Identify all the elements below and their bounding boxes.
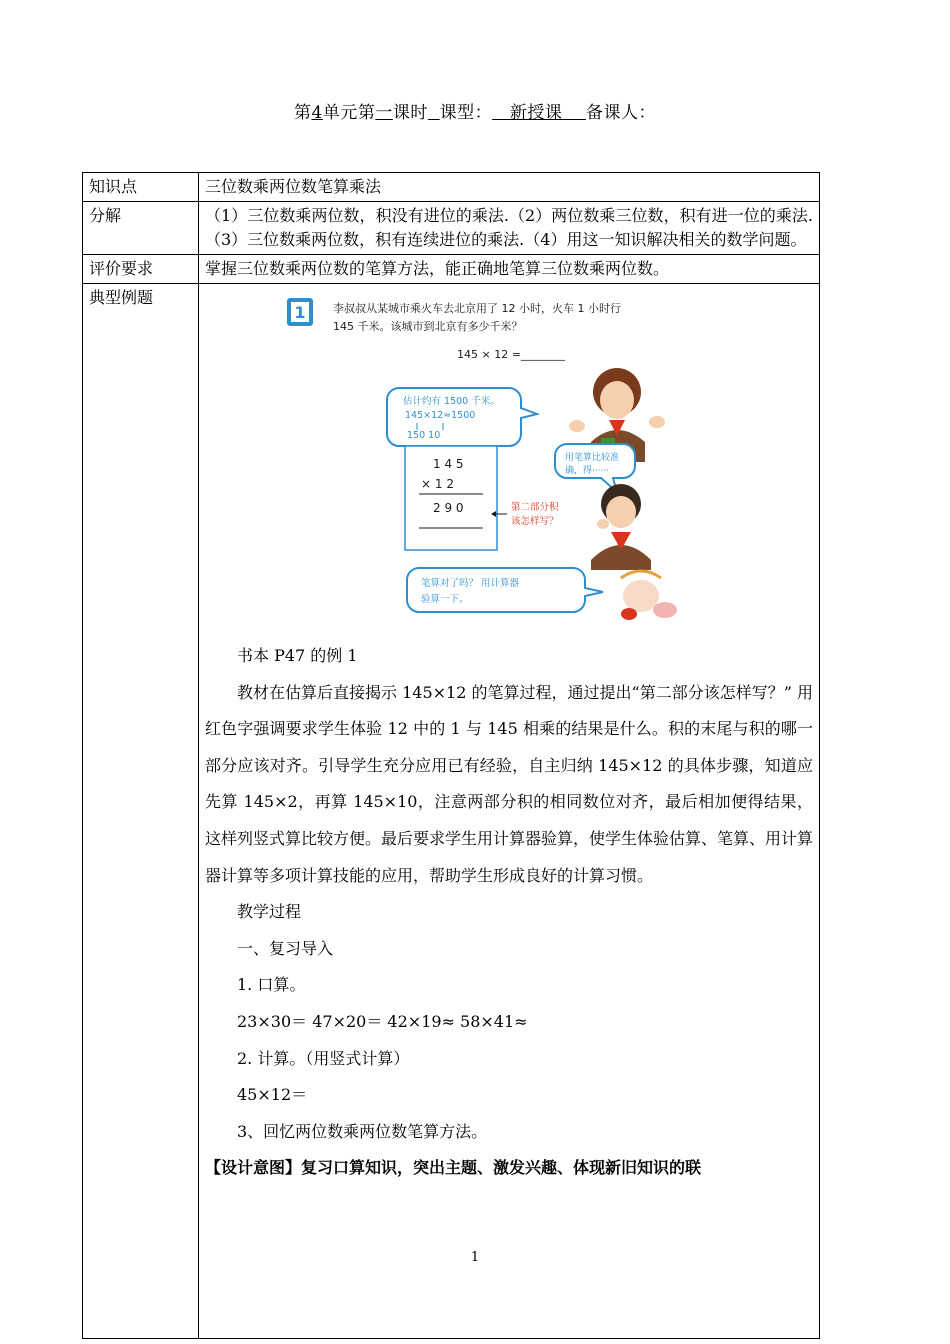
example-cell: [199, 284, 820, 1339]
angel-icon: [621, 571, 677, 620]
svg-text:1: 1: [294, 303, 306, 322]
svg-text:笔算对了吗？ 用计算器: 笔算对了吗？ 用计算器: [421, 578, 520, 589]
note-text: 第二部分积: [511, 502, 559, 513]
row-content: 掌握三位数乘两位数的笔算方法，能正确地笔算三位数乘两位数。: [199, 255, 820, 284]
row-content: 三位数乘两位数笔算乘法: [199, 173, 820, 202]
table-row: [83, 255, 820, 284]
svg-text:用笔算比较准: 用笔算比较准: [565, 453, 620, 463]
note-text: 该怎样写？: [511, 516, 559, 527]
svg-text:确，得······: 确，得······: [565, 466, 610, 476]
header-text: 课时: [392, 103, 428, 123]
header-text: 单元第: [322, 103, 376, 123]
example-illustration: [285, 292, 705, 628]
svg-text:1 4 5: 1 4 5: [433, 457, 464, 471]
boy-student-icon: [591, 484, 651, 570]
page-header: [0, 98, 950, 123]
lesson-type: 新授课: [509, 103, 563, 123]
row-label: 评价要求: [83, 255, 199, 284]
header-blank: [428, 103, 440, 123]
row-label: 典型例题: [83, 284, 199, 1339]
svg-text:145×12≈1500: 145×12≈1500: [405, 410, 476, 421]
problem-text: 李叔叔从某城市乘火车去北京用了 12 小时，火车 1 小时行: [333, 302, 621, 315]
unit-number: 4: [311, 103, 323, 123]
book-number-icon: [287, 298, 313, 326]
lesson-table: [82, 172, 820, 1339]
svg-text:验算一下。: 验算一下。: [421, 594, 469, 605]
page-number: 1: [470, 1250, 480, 1265]
header-text: 备课人：: [585, 103, 656, 123]
process-title: 教学过程: [237, 902, 302, 922]
design-intent: 【设计意图】复习口算知识，突出主题、激发兴趣、体现新旧知识的联: [205, 1158, 702, 1178]
table-row: [83, 173, 820, 202]
row-label: 分解: [83, 202, 199, 255]
oral-calculations: 23×30＝ 47×20＝ 42×19≈ 58×41≈: [237, 1011, 528, 1031]
lesson-number: 一: [375, 103, 393, 123]
exercise-item: 1. 口算。: [237, 975, 306, 995]
equation-text: 145 × 12 =________: [457, 348, 565, 361]
svg-text:2 9 0: 2 9 0: [433, 501, 464, 515]
exercise-item: 2. 计算。（用竖式计算）: [237, 1048, 410, 1068]
row-content: （1）三位数乘两位数，积没有进位的乘法.（2）两位数乘三位数，积有进一位的乘法.（3）三位数乘两位数，积有连续进位的乘法.（4）用这一知识解决相关的数学问题。: [199, 202, 820, 255]
vertical-calculation: 45×12＝: [237, 1085, 308, 1105]
speech-bubble-estimate: [387, 388, 537, 446]
header-text: 课型：: [439, 103, 493, 123]
vertical-calculation-box: [405, 446, 497, 550]
header-text: 第: [294, 103, 312, 123]
svg-text:估计约有 1500 千米。: 估计约有 1500 千米。: [403, 396, 500, 407]
example-reference: 书本 P47 的例 1: [237, 646, 358, 665]
exercise-item: 3、回忆两位数乘两位数笔算方法。: [237, 1121, 488, 1141]
speech-bubble-calculator: [407, 568, 603, 612]
section-heading: 一、复习导入: [237, 938, 334, 958]
problem-text: 145 千米。该城市到北京有多少千米？: [333, 320, 523, 333]
table-row: [83, 202, 820, 255]
svg-text:150 10: 150 10: [407, 430, 441, 441]
svg-text:× 1 2: × 1 2: [421, 477, 454, 491]
analysis-paragraph: 教材在估算后直接揭示 145×12 的笔算过程，通过提出“第二部分该怎样写？” 用红色字强调要求学生体验 12 中的 1 与 145 相乘的结果是什么。积的末尾与积的哪一部分应该对齐。引导学生充分应用已有经验，自主归纳 145×12 的具体步骤，知道应先算 145×2，再算 145×10，注意两部分积的相同数位对齐，最后相加便得结果，这样列竖式算比较方便。最后要求学生用计算器验算，使学生体验估算、笔算、用计算器计算等多项计算技能的应用，帮助学生形成良好的计算习惯。: [205, 682, 814, 885]
table-row: [83, 284, 820, 1339]
row-label: 知识点: [83, 173, 199, 202]
